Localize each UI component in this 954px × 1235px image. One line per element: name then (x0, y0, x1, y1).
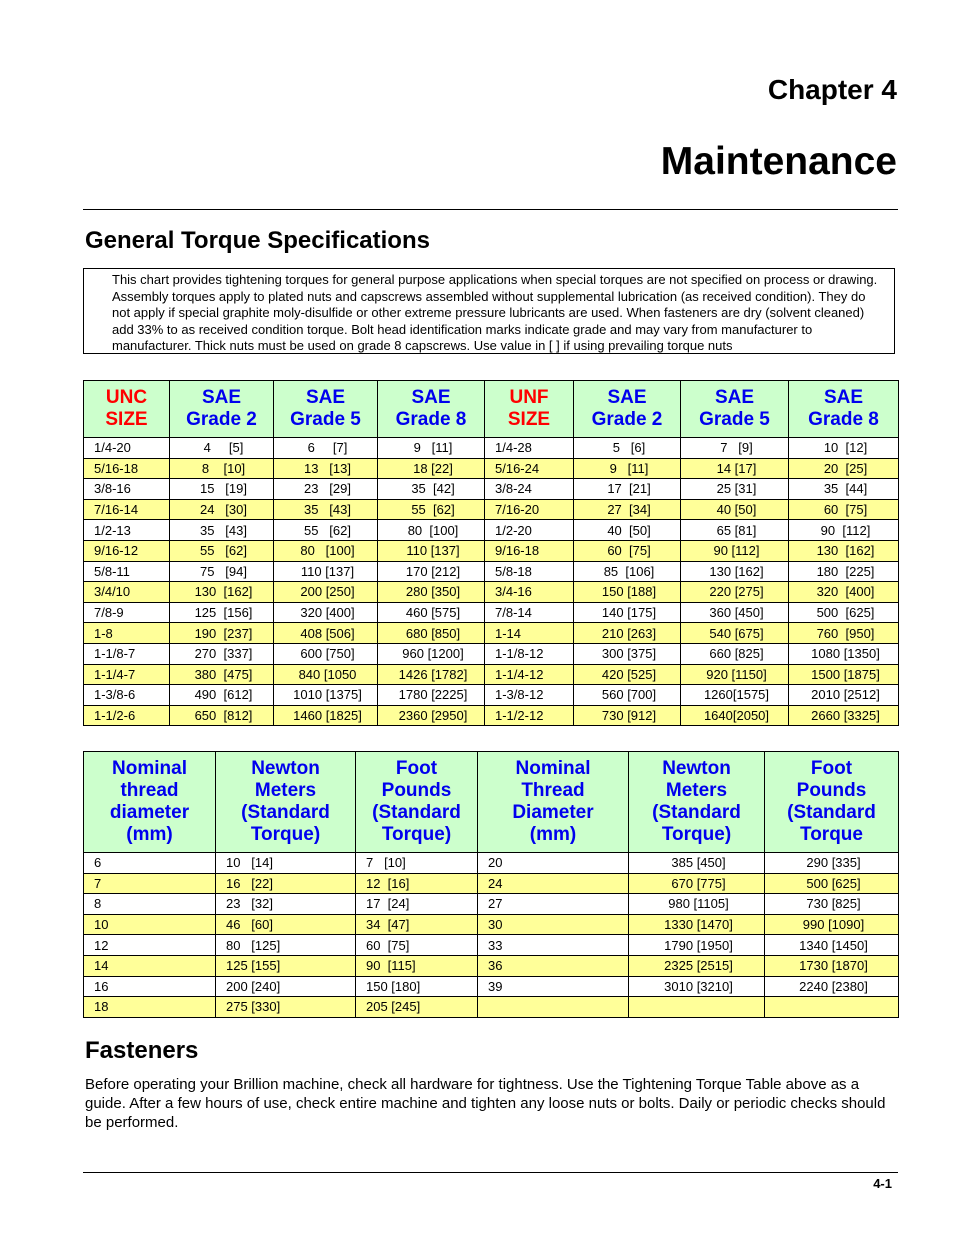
table-cell: 6 [7] (274, 438, 378, 459)
header-nominal-thread-diameter: Nominal thread diameter (mm) (84, 752, 216, 853)
table-cell: 90 [115] (356, 955, 478, 976)
table-row (84, 914, 899, 935)
table-cell: 1-1/2-6 (84, 705, 170, 726)
table-cell: 110 [137] (274, 561, 378, 582)
table-cell: 80 [125] (216, 935, 356, 956)
table-cell: 1640[2050] (681, 705, 789, 726)
table-cell: 7/16-20 (485, 499, 574, 520)
table-row (84, 458, 899, 479)
table-row (84, 438, 899, 459)
table-cell: 380 [475] (170, 664, 274, 685)
table-row (84, 955, 899, 976)
header-newton-meters-2: Newton Meters (Standard Torque) (629, 752, 765, 853)
table-cell: 270 [337] (170, 643, 274, 664)
table-cell: 7/8-9 (84, 602, 170, 623)
table-row (84, 582, 899, 603)
table-cell: 14 [17] (681, 458, 789, 479)
header-unf-size: UNF SIZE (485, 381, 574, 438)
table-cell: 560 [700] (574, 685, 681, 706)
table-cell: 46 [60] (216, 914, 356, 935)
table-cell: 40 [50] (681, 499, 789, 520)
table-row (84, 873, 899, 894)
table-cell: 300 [375] (574, 643, 681, 664)
table-cell: 1080 [1350] (789, 643, 899, 664)
fasteners-heading: Fasteners (85, 1037, 199, 1064)
table-cell: 1010 [1375] (274, 685, 378, 706)
table-cell: 34 [47] (356, 914, 478, 935)
header-unc-sae-grade-5: SAE Grade 5 (274, 381, 378, 438)
table-cell: 24 [30] (170, 499, 274, 520)
table-cell: 12 [16] (356, 873, 478, 894)
table-cell: 7 [10] (356, 853, 478, 874)
table-cell: 1780 [2225] (378, 685, 485, 706)
table-cell: 960 [1200] (378, 643, 485, 664)
header-foot-pounds: Foot Pounds (Standard Torque) (356, 752, 478, 853)
table-cell: 5 [6] (574, 438, 681, 459)
table-cell: 210 [263] (574, 623, 681, 644)
page-title: Maintenance (660, 140, 897, 183)
table-cell: 7 (84, 873, 216, 894)
table-cell (629, 997, 765, 1018)
table-cell: 60 [75] (574, 540, 681, 561)
table-cell: 1330 [1470] (629, 914, 765, 935)
table-cell: 130 [162] (789, 540, 899, 561)
header-unf-sae-grade-5: SAE Grade 5 (681, 381, 789, 438)
header-newton-meters: Newton Meters (Standard Torque) (216, 752, 356, 853)
table-cell: 320 [400] (789, 582, 899, 603)
table-cell: 110 [137] (378, 540, 485, 561)
table-cell: 55 [62] (274, 520, 378, 541)
table-cell: 760 [950] (789, 623, 899, 644)
table-cell: 460 [575] (378, 602, 485, 623)
table-cell: 7 [9] (681, 438, 789, 459)
table-cell: 360 [450] (681, 602, 789, 623)
table-cell: 150 [188] (574, 582, 681, 603)
table-cell: 6 (84, 853, 216, 874)
table-cell: 40 [50] (574, 520, 681, 541)
table-cell: 660 [825] (681, 643, 789, 664)
table-cell: 16 [22] (216, 873, 356, 894)
table-cell: 490 [612] (170, 685, 274, 706)
table-row (84, 935, 899, 956)
table-cell: 35 [44] (789, 479, 899, 500)
table-cell: 17 [21] (574, 479, 681, 500)
inch-table-header-row (84, 381, 899, 438)
table-cell: 8 [10] (170, 458, 274, 479)
table-cell: 14 (84, 955, 216, 976)
table-cell: 13 [13] (274, 458, 378, 479)
table-cell: 190 [237] (170, 623, 274, 644)
table-cell: 840 [1050 (274, 664, 378, 685)
table-cell: 18 (84, 997, 216, 1018)
table-cell: 17 [24] (356, 894, 478, 915)
table-row (84, 976, 899, 997)
table-cell: 55 [62] (170, 540, 274, 561)
table-cell: 3010 [3210] (629, 976, 765, 997)
table-cell: 9/16-12 (84, 540, 170, 561)
table-cell: 2010 [2512] (789, 685, 899, 706)
table-cell: 680 [850] (378, 623, 485, 644)
metric-table-header-row (84, 752, 899, 853)
table-cell: 16 (84, 976, 216, 997)
table-row (84, 561, 899, 582)
table-cell: 1790 [1950] (629, 935, 765, 956)
table-cell: 7/16-14 (84, 499, 170, 520)
table-cell: 36 (478, 955, 629, 976)
table-cell: 9 [11] (378, 438, 485, 459)
table-cell: 10 (84, 914, 216, 935)
table-cell: 2325 [2515] (629, 955, 765, 976)
table-cell: 320 [400] (274, 602, 378, 623)
table-cell: 670 [775] (629, 873, 765, 894)
table-cell: 1730 [1870] (765, 955, 899, 976)
table-cell: 35 [43] (274, 499, 378, 520)
table-cell: 90 [112] (789, 520, 899, 541)
header-nominal-thread-diameter-2: Nominal Thread Diameter (mm) (478, 752, 629, 853)
table-cell: 200 [250] (274, 582, 378, 603)
table-row (84, 499, 899, 520)
table-cell: 1-1/4-12 (485, 664, 574, 685)
table-row (84, 602, 899, 623)
table-cell: 130 [162] (681, 561, 789, 582)
table-cell: 12 (84, 935, 216, 956)
table-cell: 500 [625] (765, 873, 899, 894)
table-cell: 5/8-11 (84, 561, 170, 582)
table-cell: 33 (478, 935, 629, 956)
table-cell: 150 [180] (356, 976, 478, 997)
table-cell: 7/8-14 (485, 602, 574, 623)
table-cell: 60 [75] (356, 935, 478, 956)
table-cell: 2240 [2380] (765, 976, 899, 997)
table-row (84, 705, 899, 726)
table-cell: 3/8-16 (84, 479, 170, 500)
table-cell: 408 [506] (274, 623, 378, 644)
table-cell: 10 [12] (789, 438, 899, 459)
table-cell: 1/2-13 (84, 520, 170, 541)
table-cell: 15 [19] (170, 479, 274, 500)
table-cell: 275 [330] (216, 997, 356, 1018)
chapter-label: Chapter 4 (767, 74, 897, 105)
table-cell: 1500 [1875] (789, 664, 899, 685)
header-unc-sae-grade-2: SAE Grade 2 (170, 381, 274, 438)
inch-table-body (84, 438, 899, 726)
table-cell: 1-1/4-7 (84, 664, 170, 685)
table-cell: 1460 [1825] (274, 705, 378, 726)
table-cell: 420 [525] (574, 664, 681, 685)
table-cell: 290 [335] (765, 853, 899, 874)
metric-table-body (84, 853, 899, 1018)
table-row (84, 685, 899, 706)
table-cell: 1-1/8-12 (485, 643, 574, 664)
table-cell: 8 (84, 894, 216, 915)
table-cell: 1260[1575] (681, 685, 789, 706)
table-cell: 18 [22] (378, 458, 485, 479)
table-cell: 730 [912] (574, 705, 681, 726)
table-cell: 35 [43] (170, 520, 274, 541)
table-cell: 180 [225] (789, 561, 899, 582)
table-cell: 2660 [3325] (789, 705, 899, 726)
table-cell: 4 [5] (170, 438, 274, 459)
table-cell: 25 [31] (681, 479, 789, 500)
torque-note-box: This chart provides tightening torques for general purpose applications when special torques are not specified on process or drawing. Assembly torques apply to plated nuts and capscrews assembled without supplemental lubrication (as received condition). They do not apply if special graphite moly-disulfide or other extreme pressure lubricants are used. When fasteners are dry (solvent cleaned) add 33% to as received condition torque. Bolt head identification marks indicate grade and may vary from manufacturer to manufacturer. Thick nuts must be used on grade 8 capscrews. Use value in [ ] if using prevailing torque nuts (83, 268, 895, 354)
table-row (84, 540, 899, 561)
table-cell: 3/4/10 (84, 582, 170, 603)
header-foot-pounds-2: Foot Pounds (Standard Torque (765, 752, 899, 853)
table-cell: 85 [106] (574, 561, 681, 582)
table-cell: 500 [625] (789, 602, 899, 623)
table-cell: 10 [14] (216, 853, 356, 874)
table-cell: 23 [32] (216, 894, 356, 915)
metric-torque-table (83, 751, 899, 1018)
table-cell: 280 [350] (378, 582, 485, 603)
table-cell: 140 [175] (574, 602, 681, 623)
table-cell: 5/16-24 (485, 458, 574, 479)
table-row (84, 894, 899, 915)
table-cell: 55 [62] (378, 499, 485, 520)
header-unf-sae-grade-2: SAE Grade 2 (574, 381, 681, 438)
table-cell: 385 [450] (629, 853, 765, 874)
table-row (84, 623, 899, 644)
header-unf-sae-grade-8: SAE Grade 8 (789, 381, 899, 438)
table-cell: 1-1/2-12 (485, 705, 574, 726)
table-cell: 130 [162] (170, 582, 274, 603)
table-cell: 1/4-20 (84, 438, 170, 459)
table-cell: 9 [11] (574, 458, 681, 479)
table-cell: 27 (478, 894, 629, 915)
table-cell: 730 [825] (765, 894, 899, 915)
table-cell: 27 [34] (574, 499, 681, 520)
table-cell: 1/4-28 (485, 438, 574, 459)
table-cell: 1-1/8-7 (84, 643, 170, 664)
table-cell: 990 [1090] (765, 914, 899, 935)
table-row (84, 643, 899, 664)
table-cell: 5/8-18 (485, 561, 574, 582)
table-row (84, 997, 899, 1018)
header-divider (83, 209, 898, 210)
table-cell: 75 [94] (170, 561, 274, 582)
table-cell: 920 [1150] (681, 664, 789, 685)
table-cell: 205 [245] (356, 997, 478, 1018)
fasteners-paragraph: Before operating your Brillion machine, check all hardware for tightness. Use the Tightening Torque Table above as a guide. After a few hours of use, check entire machine and tighten any loose nuts or bolts. Daily or periodic checks should be performed. (85, 1076, 886, 1131)
table-cell: 170 [212] (378, 561, 485, 582)
table-cell: 9/16-18 (485, 540, 574, 561)
table-cell: 1-3/8-12 (485, 685, 574, 706)
table-cell: 1/2-20 (485, 520, 574, 541)
table-cell: 3/4-16 (485, 582, 574, 603)
table-cell: 65 [81] (681, 520, 789, 541)
table-cell: 35 [42] (378, 479, 485, 500)
table-cell: 1-3/8-6 (84, 685, 170, 706)
table-cell: 1-8 (84, 623, 170, 644)
table-cell: 20 (478, 853, 629, 874)
table-cell: 200 [240] (216, 976, 356, 997)
table-cell: 90 [112] (681, 540, 789, 561)
table-row (84, 853, 899, 874)
table-cell: 540 [675] (681, 623, 789, 644)
table-cell: 650 [812] (170, 705, 274, 726)
table-cell: 80 [100] (274, 540, 378, 561)
header-unc-size: UNC SIZE (84, 381, 170, 438)
table-cell: 3/8-24 (485, 479, 574, 500)
table-cell: 2360 [2950] (378, 705, 485, 726)
table-cell: 220 [275] (681, 582, 789, 603)
inch-torque-table (83, 380, 899, 726)
table-cell: 80 [100] (378, 520, 485, 541)
torque-section-heading: General Torque Specifications (85, 227, 430, 254)
table-row (84, 520, 899, 541)
table-cell (478, 997, 629, 1018)
header-unc-sae-grade-8: SAE Grade 8 (378, 381, 485, 438)
table-cell: 24 (478, 873, 629, 894)
page-number: 4-1 (873, 1176, 892, 1191)
table-row (84, 479, 899, 500)
table-cell: 125 [155] (216, 955, 356, 976)
table-cell: 39 (478, 976, 629, 997)
table-cell: 60 [75] (789, 499, 899, 520)
table-row (84, 664, 899, 685)
table-cell: 1426 [1782] (378, 664, 485, 685)
table-cell: 125 [156] (170, 602, 274, 623)
table-cell: 980 [1105] (629, 894, 765, 915)
table-cell: 20 [25] (789, 458, 899, 479)
table-cell: 5/16-18 (84, 458, 170, 479)
table-cell: 1340 [1450] (765, 935, 899, 956)
table-cell (765, 997, 899, 1018)
table-cell: 30 (478, 914, 629, 935)
table-cell: 600 [750] (274, 643, 378, 664)
table-cell: 1-14 (485, 623, 574, 644)
footer-divider (83, 1172, 898, 1173)
table-cell: 23 [29] (274, 479, 378, 500)
